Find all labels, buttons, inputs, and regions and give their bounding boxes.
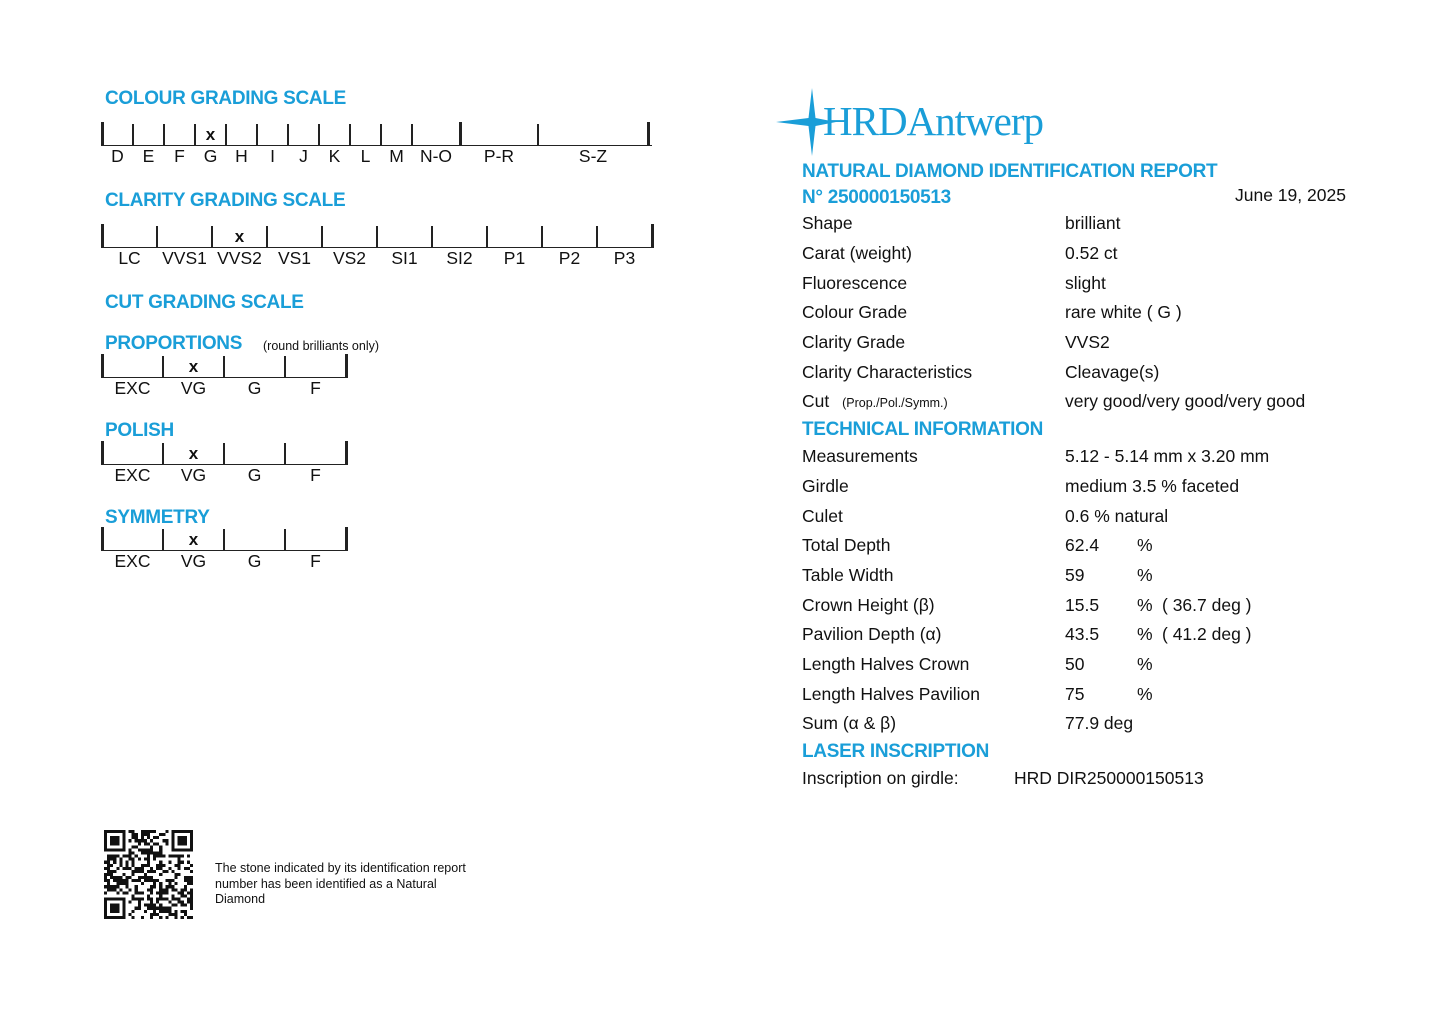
grade-label: F — [174, 146, 185, 166]
scale-divider — [537, 124, 538, 146]
scale-divider — [459, 122, 461, 146]
laser-inscription-row — [802, 768, 1204, 788]
selected-grade-mark: x — [234, 227, 245, 246]
grade-label: D — [111, 146, 124, 166]
technical-extra: ( 41.2 deg ) — [1162, 624, 1252, 644]
scale-divider — [101, 122, 103, 146]
detail-row-colour-grade — [802, 302, 1182, 322]
grade-label: P1 — [503, 248, 526, 268]
detail-row-carat — [802, 243, 1118, 263]
technical-unit: % — [1137, 595, 1153, 615]
technical-value: 75 — [1065, 684, 1085, 704]
grade-label: E — [142, 146, 155, 166]
scale-divider — [132, 124, 133, 146]
technical-unit: % — [1137, 624, 1153, 644]
laser-label: Inscription on girdle: — [802, 768, 959, 788]
technical-label: Crown Height (β) — [802, 595, 935, 615]
scale-divider — [431, 226, 432, 248]
technical-label: Table Width — [802, 565, 894, 585]
grade-label: H — [235, 146, 248, 166]
grade-label: VS1 — [277, 248, 312, 268]
technical-row — [802, 506, 1169, 526]
detail-value: brilliant — [1065, 213, 1121, 233]
scale-divider — [486, 226, 487, 248]
grade-label: EXC — [114, 551, 151, 571]
grade-label: F — [310, 465, 321, 485]
selected-grade-mark: x — [188, 357, 199, 376]
technical-value: medium 3.5 % faceted — [1065, 476, 1240, 496]
technical-label: Measurements — [802, 446, 918, 466]
grade-label: F — [310, 378, 321, 398]
technical-value: 59 — [1065, 565, 1085, 585]
detail-value: slight — [1065, 273, 1106, 293]
grade-label: SI1 — [391, 248, 418, 268]
grade-label: L — [360, 146, 371, 166]
grade-label: VG — [180, 465, 207, 485]
note-line: number has been identified as a Natural — [215, 876, 437, 891]
note-line: The stone indicated by its identification report — [215, 861, 466, 875]
technical-unit: % — [1137, 535, 1153, 555]
technical-label: Girdle — [802, 476, 849, 496]
technical-unit: % — [1137, 654, 1153, 674]
detail-row-shape — [802, 213, 1121, 233]
scale-divider — [345, 354, 347, 378]
technical-row — [802, 654, 1153, 674]
grade-label: F — [310, 551, 321, 571]
technical-value: 43.5 — [1065, 624, 1100, 644]
scale-divider — [318, 124, 319, 146]
technical-label: Pavilion Depth (α) — [802, 624, 942, 644]
selected-grade-mark: x — [205, 125, 216, 144]
selected-grade-mark: x — [188, 444, 199, 463]
symmetry-title: SYMMETRY — [105, 507, 210, 528]
scale-divider — [101, 441, 103, 465]
technical-value: 15.5 — [1065, 595, 1100, 615]
technical-title: TECHNICAL INFORMATION — [802, 419, 1044, 440]
grade-label: I — [270, 146, 275, 166]
scale-divider — [411, 124, 412, 146]
technical-label: Sum (α & β) — [802, 713, 897, 733]
technical-label: Length Halves Pavilion — [802, 684, 981, 704]
identification-note — [215, 861, 515, 908]
technical-value: 50 — [1065, 654, 1085, 674]
report-date: June 19, 2025 — [1235, 185, 1346, 205]
scale-divider — [380, 124, 381, 146]
technical-extra: ( 36.7 deg ) — [1162, 595, 1252, 615]
grade-label: VVS1 — [162, 248, 207, 268]
detail-value: VVS2 — [1065, 332, 1110, 352]
proportions-title: PROPORTIONS — [105, 333, 243, 354]
grade-label: P3 — [613, 248, 636, 268]
grade-label: P2 — [558, 248, 581, 268]
grade-label: EXC — [114, 378, 151, 398]
detail-value: very good/very good/very good — [1065, 391, 1306, 411]
detail-row-clarity-grade — [802, 332, 1110, 352]
grade-label: K — [328, 146, 341, 166]
report-title: NATURAL DIAMOND IDENTIFICATION REPORT — [802, 161, 1218, 182]
grade-label: G — [247, 551, 262, 571]
detail-value: 0.52 ct — [1065, 243, 1118, 263]
grade-label: P-R — [483, 146, 515, 166]
grade-label: S-Z — [578, 146, 608, 166]
technical-value: 77.9 deg — [1065, 713, 1134, 733]
scale-divider — [256, 124, 257, 146]
detail-label: Shape — [802, 213, 853, 233]
grade-label: LC — [118, 248, 141, 268]
detail-row-fluorescence — [802, 273, 1106, 293]
technical-row — [802, 595, 1252, 615]
scale-divider — [101, 224, 103, 248]
technical-value: 62.4 — [1065, 535, 1100, 555]
technical-value: 0.6 % natural — [1065, 506, 1169, 526]
proportions-scale — [102, 355, 346, 398]
note-line: Diamond — [215, 892, 266, 907]
technical-value: 5.12 - 5.14 mm x 3.20 mm — [1065, 446, 1270, 466]
laser-value: HRD DIR250000150513 — [1014, 768, 1204, 788]
detail-label-note: (Prop./Pol./Symm.) — [842, 396, 948, 410]
qr-code-icon[interactable] — [104, 830, 193, 919]
scale-divider — [284, 529, 285, 551]
polish-scale — [102, 442, 346, 485]
clarity-scale-title: CLARITY GRADING SCALE — [105, 190, 346, 211]
detail-label: Fluorescence — [802, 273, 908, 293]
technical-unit: % — [1137, 565, 1153, 585]
technical-unit: % — [1137, 684, 1153, 704]
grade-label: G — [247, 378, 262, 398]
scale-divider — [651, 224, 653, 248]
proportions-note: (round brilliants only) — [263, 339, 380, 353]
detail-label: Clarity Characteristics — [802, 362, 973, 382]
cut-scale-title: CUT GRADING SCALE — [105, 292, 304, 313]
technical-row — [802, 624, 1252, 644]
grade-label: N-O — [419, 146, 453, 166]
hrd-antwerp-logo — [776, 88, 1066, 156]
technical-label: Length Halves Crown — [802, 654, 970, 674]
detail-label: Carat (weight) — [802, 243, 912, 263]
grade-label: SI2 — [446, 248, 473, 268]
technical-row — [802, 713, 1134, 733]
technical-row — [802, 565, 1153, 585]
report-number: N° 250000150513 — [802, 187, 951, 208]
technical-label: Total Depth — [802, 535, 891, 555]
scale-divider — [321, 226, 322, 248]
technical-row — [802, 535, 1153, 555]
scale-divider — [541, 226, 542, 248]
colour-grading-scale — [102, 122, 652, 166]
technical-row — [802, 684, 1153, 704]
grade-label: M — [389, 146, 404, 166]
scale-divider — [596, 226, 597, 248]
scale-divider — [345, 441, 347, 465]
grade-label: VG — [180, 551, 207, 571]
scale-divider — [156, 226, 157, 248]
polish-title: POLISH — [105, 420, 174, 441]
scale-divider — [284, 356, 285, 378]
scale-divider — [287, 124, 288, 146]
selected-grade-mark: x — [188, 530, 199, 549]
detail-label: Colour Grade — [802, 302, 908, 322]
grade-label: VS2 — [332, 248, 367, 268]
detail-value: rare white ( G ) — [1065, 302, 1182, 322]
grade-label: VG — [180, 378, 207, 398]
scale-divider — [345, 527, 347, 551]
detail-label: Clarity Grade — [802, 332, 906, 352]
scale-divider — [284, 443, 285, 465]
grade-label: J — [299, 146, 308, 166]
scale-divider — [376, 226, 377, 248]
logo-text-antwerp: Antwerp — [906, 98, 1044, 144]
technical-row — [802, 446, 1270, 466]
scale-divider — [647, 122, 649, 146]
detail-row-clarity-characteristics — [802, 362, 1160, 382]
technical-label: Culet — [802, 506, 843, 526]
detail-row-cut — [802, 391, 1306, 411]
grade-label: G — [247, 465, 262, 485]
scale-divider — [349, 124, 350, 146]
detail-label: Cut — [802, 391, 830, 411]
detail-value: Cleavage(s) — [1065, 362, 1160, 382]
clarity-grading-scale — [102, 224, 652, 268]
logo-text-hrd: HRD — [823, 98, 907, 144]
laser-title: LASER INSCRIPTION — [802, 741, 990, 762]
grade-label: VVS2 — [217, 248, 262, 268]
scale-divider — [101, 354, 103, 378]
grade-label: G — [203, 146, 218, 166]
scale-divider — [163, 124, 164, 146]
scale-divider — [101, 527, 103, 551]
symmetry-scale — [102, 528, 346, 571]
technical-row — [802, 476, 1240, 496]
grade-label: EXC — [114, 465, 151, 485]
colour-scale-title: COLOUR GRADING SCALE — [105, 88, 347, 109]
